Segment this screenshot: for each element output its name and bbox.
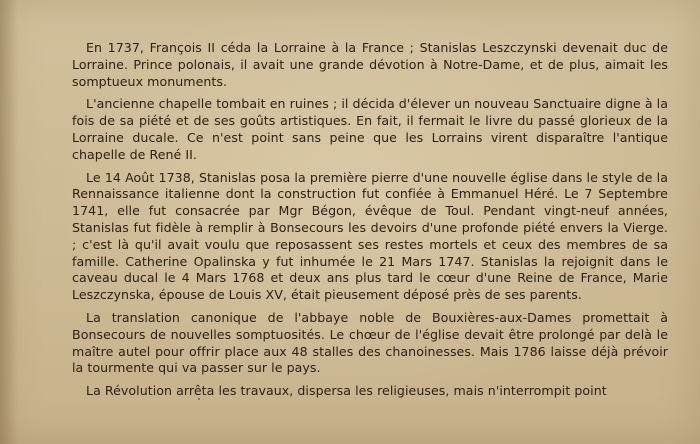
body-text	[72, 40, 668, 406]
paragraph-1738: Le 14 Août 1738, Stanislas posa la première pierre d'une nouvelle église dans le style de la Rennaissance italienne dont la construction fut confiée à Emmanuel Héré. Le 7 Septembre 1741, elle fut consacrée par Mgr Bégon, évêque de Toul. Pendant vingt-neuf années, Stanislas fut fidèle à remplir à Bonsecours les devoirs d'une profonde piété envers la Vierge. ; c'est là qu'il avait voulu que reposassent ses restes mortels et ceux des membres de sa famille. Catherine Opalinska y fut inhumée le 21 Mars 1747. Stanislas la rejoignit dans le caveau ducal le 4 Mars 1768 et deux ans plus tard le cœur d'une Reine de France, Marie Leszczynska, épouse de Louis XV, était pieusement déposé près de ses parents.	[72, 169, 668, 303]
page-fold-shadow	[0, 0, 18, 444]
paragraph-translation: La translation canonique de l'abbaye noble de Bouxières-aux-Dames promettait à Bonsecours de nouvelles somptuosités. Le chœur de l'église devait être prolongé par delà le maître autel pour offrir place aux 48 stalles des chanoinesses. Mais 1786 laisse déjà prévoir la tourmente qui va passer sur le pays.	[72, 309, 668, 376]
paper-speck	[198, 398, 200, 400]
paragraph-ancienne-chapelle: L'ancienne chapelle tombait en ruines ; il décida d'élever un nouveau Sanctuaire digne à la fois de sa piété et de ses goûts artistiques. En fait, il fermait le livre du passé glorieux de la Lorraine ducale. Ce n'est point sans peine que les Lorrains virent disparaître l'antique chapelle de René II.	[72, 96, 668, 162]
paragraph-revolution: La Révolution arrêta les travaux, dispersa les religieuses, mais n'interrompit point	[86, 383, 607, 399]
paragraph-1737: En 1737, François II céda la Lorraine à la France ; Stanislas Leszczynski devenait duc de Lorraine. Prince polonais, il avait une grande dévotion à Notre-Dame, et de plus, aimait les somptueux monuments.	[72, 40, 668, 89]
